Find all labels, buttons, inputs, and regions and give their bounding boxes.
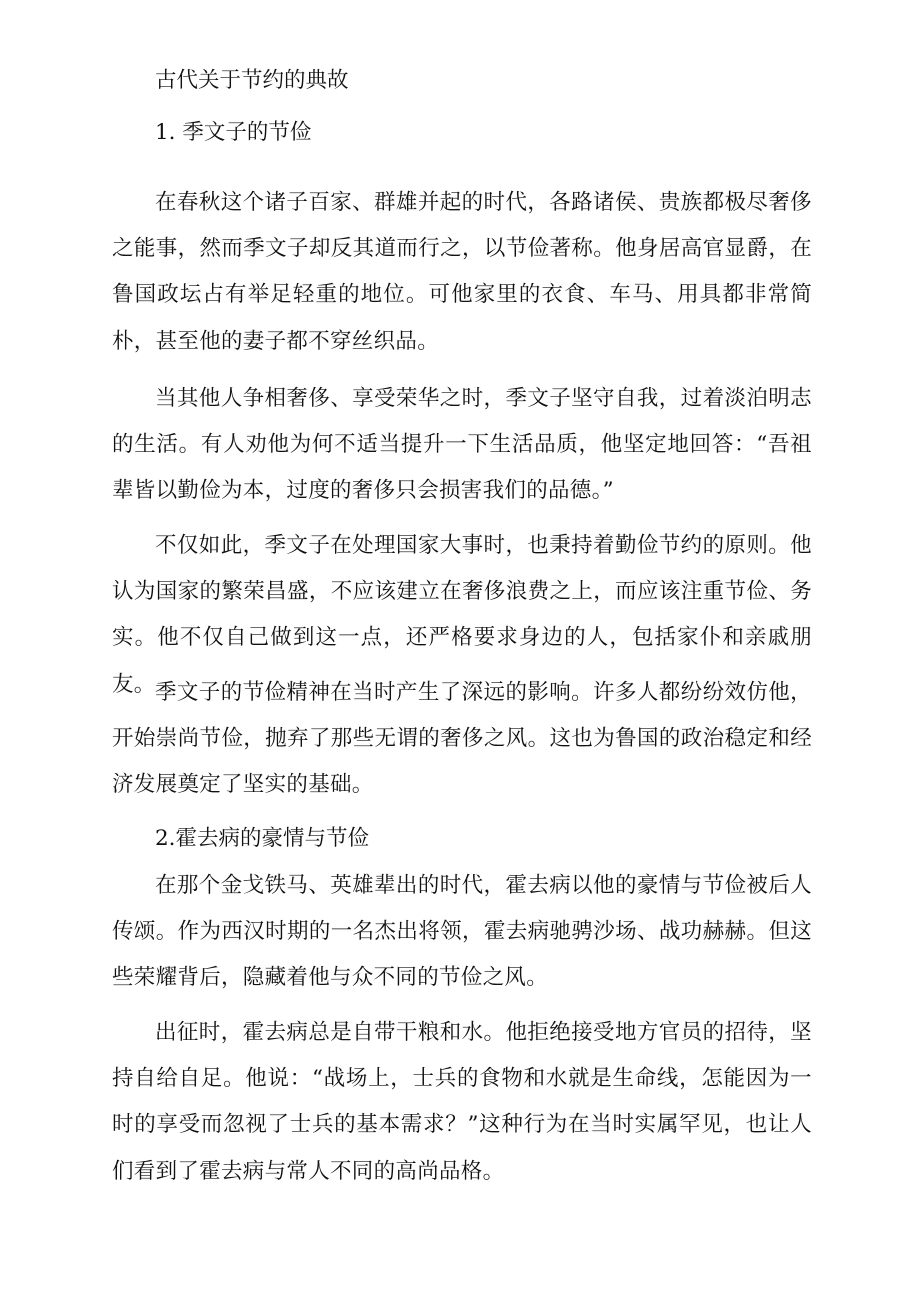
section-2-paragraph-1: 在那个金戈铁马、英雄辈出的时代，霍去病以他的豪情与节俭被后人传颂。作为西汉时期的一名杰出将领，霍去病驰骋沙场、战功赫赫。但这些荣耀背后，隐藏着他与众不同的节俭之风。 bbox=[112, 873, 812, 991]
section-1-heading: 1. 季文子的节俭 bbox=[155, 120, 312, 145]
section-1-paragraph-4: 季文子的节俭精神在当时产生了深远的影响。许多人都纷纷效仿他，开始崇尚节俭，抛弃了那些无谓的奢侈之风。这也为鲁国的政治稳定和经济发展奠定了坚实的基础。 bbox=[112, 680, 812, 798]
document-title: 古代关于节约的典故 bbox=[155, 68, 349, 93]
section-1-paragraph-3: 不仅如此，季文子在处理国家大事时，也秉持着勤俭节约的原则。他认为国家的繁荣昌盛，不应该建立在奢侈浪费之上，而应该注重节俭、务实。他不仅自己做到这一点，还严格要求身边的人，包括家仆和亲戚朋友。 bbox=[112, 533, 812, 697]
section-2-heading: 2.霍去病的豪情与节俭 bbox=[155, 826, 370, 851]
section-1-paragraph-1: 在春秋这个诸子百家、群雄并起的时代，各路诸侯、贵族都极尽奢侈之能事，然而季文子却反其道而行之，以节俭著称。他身居高官显爵，在鲁国政坛占有举足轻重的地位。可他家里的衣食、车马、用具都非常简朴，甚至他的妻子都不穿丝织品。 bbox=[112, 190, 812, 354]
section-1-paragraph-2: 当其他人争相奢侈、享受荣华之时，季文子坚守自我，过着淡泊明志的生活。有人劝他为何不适当提升一下生活品质，他坚定地回答：“吾祖辈皆以勤俭为本，过度的奢侈只会损害我们的品德。” bbox=[112, 386, 812, 504]
section-2-paragraph-2: 出征时，霍去病总是自带干粮和水。他拒绝接受地方官员的招待，坚持自给自足。他说：“战场上，士兵的食物和水就是生命线，怎能因为一时的享受而忽视了士兵的基本需求？”这种行为在当时实属罕见，也让人们看到了霍去病与常人不同的高尚品格。 bbox=[112, 1020, 812, 1184]
